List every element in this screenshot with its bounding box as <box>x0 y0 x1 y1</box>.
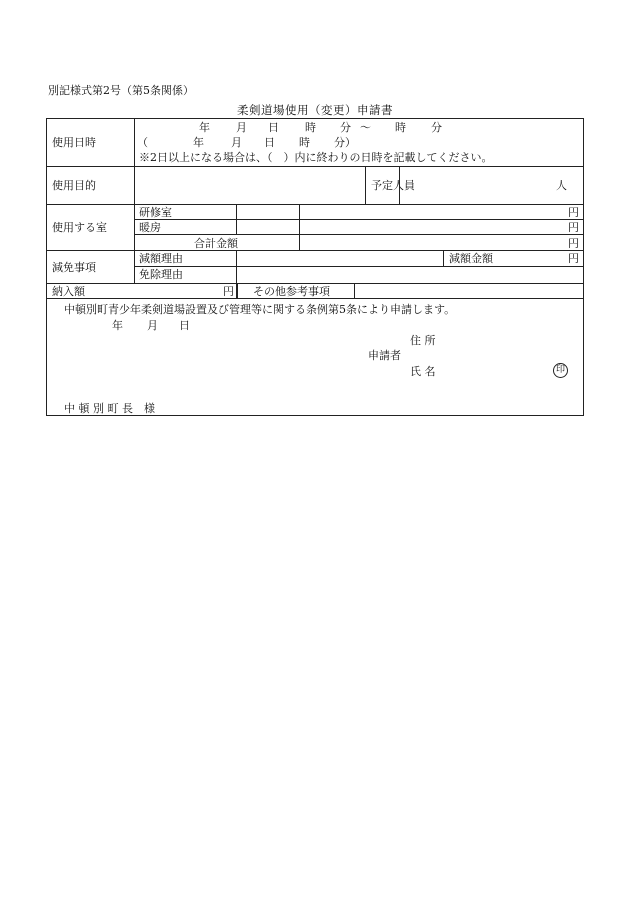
yen-unit: 円 <box>568 237 579 250</box>
table-border-left <box>46 118 47 415</box>
date-month: 月 <box>147 319 158 332</box>
name-label: 氏 名 <box>410 365 436 378</box>
hour-char: 時 <box>395 121 406 134</box>
form-title: 柔剣道場使用（変更）申請書 <box>237 103 393 117</box>
expected-people-label: 予定人員 <box>371 179 415 192</box>
column-divider <box>299 204 300 250</box>
minute-char: 分 <box>340 121 351 134</box>
column-divider <box>354 283 355 298</box>
minute-char: 分 <box>431 121 442 134</box>
row-divider <box>46 250 584 251</box>
reduction-reason-label: 減額理由 <box>139 252 183 265</box>
row-divider <box>46 166 584 167</box>
payment-label: 納入額 <box>52 285 85 298</box>
total-amount-label: 合計金額 <box>194 237 238 250</box>
column-divider <box>237 283 238 298</box>
exemption-reason-label: 免除理由 <box>139 268 183 281</box>
year-char: 年 <box>199 121 210 134</box>
yen-unit: 円 <box>223 285 234 298</box>
yen-unit: 円 <box>568 252 579 265</box>
row-divider <box>46 283 584 284</box>
applicant-label: 申請者 <box>368 349 401 362</box>
day-char: 日 <box>268 121 279 134</box>
row-divider <box>134 266 584 267</box>
year-char: 年 <box>193 136 204 149</box>
row-divider <box>134 234 584 235</box>
end-datetime-note: ※2日以上になる場合は、（ ）内に終わりの日時を記載してください。 <box>139 151 493 164</box>
date-year: 年 <box>112 319 123 332</box>
row-divider <box>46 298 584 299</box>
month-char: 月 <box>236 121 247 134</box>
label-column-divider <box>134 118 135 283</box>
declaration-statement: 中頓別町青少年柔剣道場設置及び管理等に関する条例第5条により申請します。 <box>64 303 456 316</box>
tilde-char: ～ <box>360 121 371 134</box>
column-divider <box>443 250 444 266</box>
column-divider <box>236 204 237 234</box>
other-notes-label: その他参考事項 <box>253 285 330 298</box>
application-form-table <box>46 118 584 415</box>
address-label: 住 所 <box>410 334 436 347</box>
hour-char: 時 <box>299 136 310 149</box>
column-divider <box>365 166 366 204</box>
people-unit: 人 <box>556 179 567 192</box>
use-datetime-label: 使用日時 <box>52 136 96 149</box>
row-divider <box>134 219 584 220</box>
exemption-label: 減免事項 <box>52 261 96 274</box>
addressee: 中 頓 別 町 長 様 <box>64 402 155 415</box>
room-item: 研修室 <box>139 206 172 219</box>
yen-unit: 円 <box>568 206 579 219</box>
table-border-bottom <box>46 415 584 416</box>
hour-char: 時 <box>305 121 316 134</box>
date-day: 日 <box>179 319 190 332</box>
row-divider <box>46 204 584 205</box>
room-item: 暖房 <box>139 221 161 234</box>
yen-unit: 円 <box>568 221 579 234</box>
month-char: 月 <box>231 136 242 149</box>
day-char: 日 <box>264 136 275 149</box>
minute-char: 分） <box>334 136 356 149</box>
seal-mark-icon: 印 <box>553 363 568 378</box>
purpose-label: 使用目的 <box>52 179 96 192</box>
table-border-top <box>46 118 584 119</box>
rooms-label: 使用する室 <box>52 221 107 234</box>
open-paren: （ <box>137 136 148 149</box>
reduction-amount-label: 減額金額 <box>449 252 493 265</box>
form-number-heading: 別記様式第2号（第5条関係） <box>48 84 194 97</box>
